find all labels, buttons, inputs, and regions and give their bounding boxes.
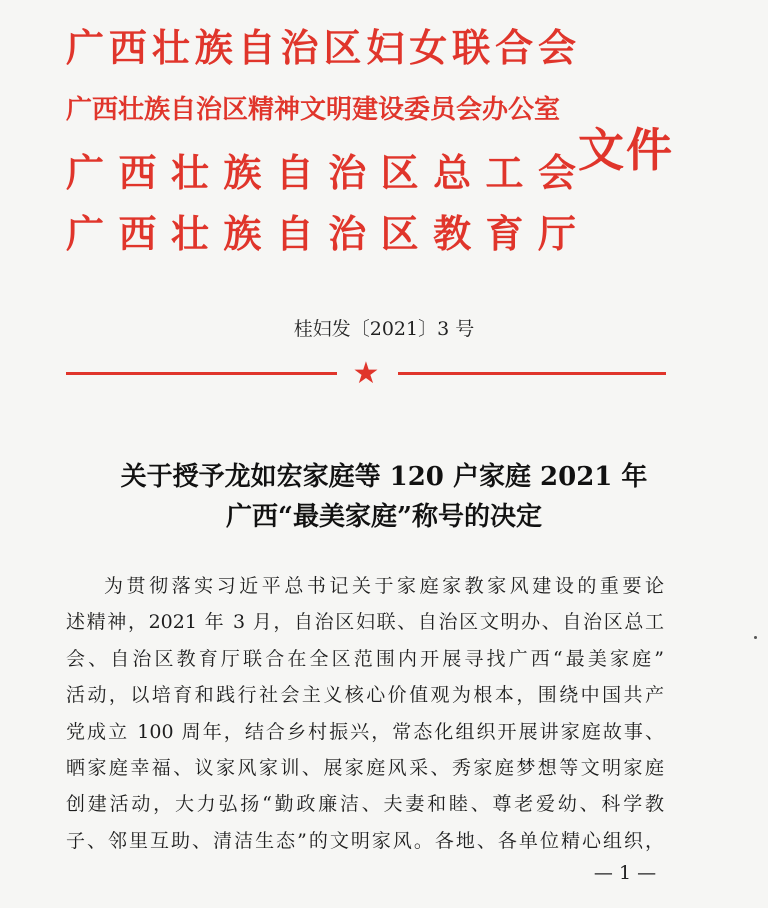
body-line: 述精神，2021 年 3 月，自治区妇联、自治区文明办、自治区总工 [66,611,664,634]
body-line: 子、邻里互助、清洁生态”的文明家风。各地、各单位精心组织， [66,829,664,852]
body-line: 为贯彻落实习近平总书记关于家庭家教家风建设的重要论 [104,575,664,597]
body-line: 活动，以培育和践行社会主义核心价值观为根本，围绕中国共产 [66,684,664,707]
issuer-trade-union: 广西壮族自治区总工会 [66,150,576,195]
issuer-civilization-office: 广西壮族自治区精神文明建设委员会办公室 [66,95,561,125]
document-number: 桂妇发〔2021〕3 号 [293,318,475,340]
document-type-label: 文件 [578,123,674,177]
issuer-education-department: 广西壮族自治区教育厅 [66,211,576,256]
body-line: 党成立 100 周年，结合乡村振兴，常态化组织开展讲家庭故事、 [66,720,664,743]
margin-speck [754,636,757,639]
body-line: 创建活动，大力弘扬“勤政廉洁、夫妻和睦、尊老爱幼、科学教 [66,793,664,816]
red-rule-right [398,372,666,375]
body-line: 会、自治区教育厅联合在全区范围内开展寻找广西“最美家庭” [66,647,664,670]
issuer-header [66,26,706,256]
star-icon: ★ [352,356,380,391]
document-title-line-1: 关于授予龙如宏家庭等 120 户家庭 2021 年 [120,462,648,492]
page-number: — 1 — [593,862,657,884]
issuer-women-federation: 广西壮族自治区妇女联合会 [66,25,576,70]
document-title-line-2: 广西“最美家庭”称号的决定 [226,502,542,532]
red-rule-left [66,372,337,375]
body-paragraph [66,568,664,859]
body-line: 晒家庭幸福、议家风家训、展家庭风采、秀家庭梦想等文明家庭 [66,756,664,779]
